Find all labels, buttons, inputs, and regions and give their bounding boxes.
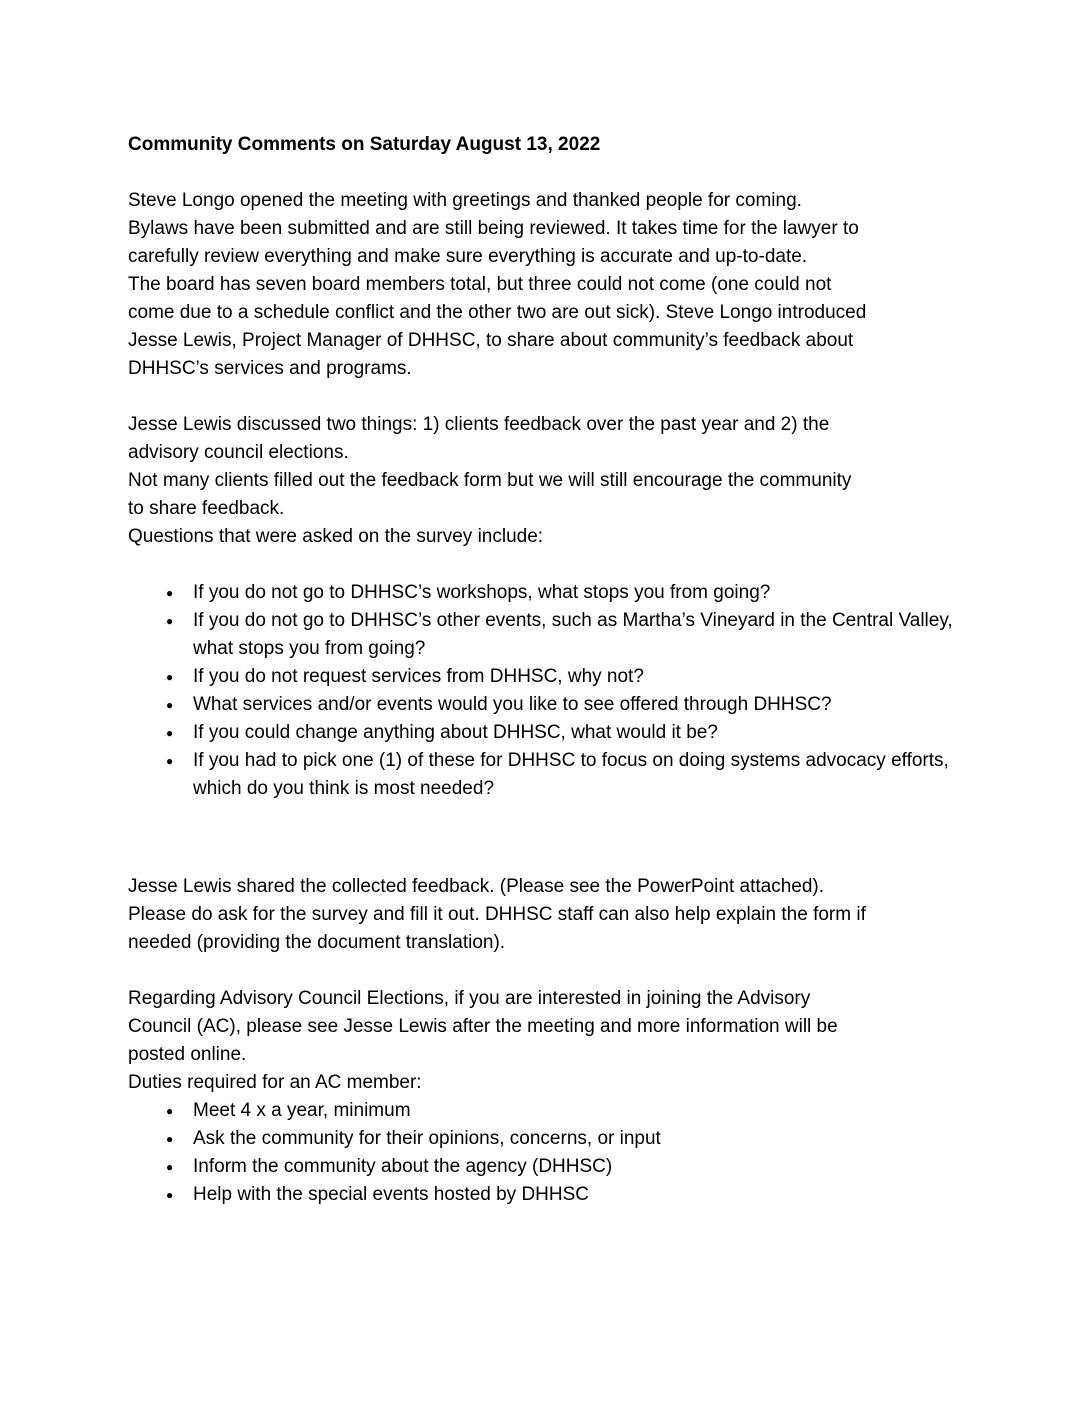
list-item-text: Ask the community for their opinions, concerns, or input [193,1128,661,1149]
paragraph-collected-feedback [128,873,960,957]
paragraph-line: Steve Longo opened the meeting with greetings and thanked people for coming. [128,190,802,211]
bullet-icon: ● [166,1188,174,1202]
paragraph-line: Bylaws have been submitted and are still being reviewed. It takes time for the lawyer to [128,218,859,239]
bullet-icon: ● [166,1132,174,1146]
list-item [128,607,960,663]
bullet-icon: ● [166,698,174,712]
list-item-text: If you do not go to DHHSC’s other events, such as Martha’s Vineyard in the Central Valley, what stops you from going? [193,610,953,659]
list-item [128,691,960,719]
list-item [128,1181,960,1209]
paragraph-line: Not many clients filled out the feedback form but we will still encourage the community [128,470,852,491]
list-item-text: If you could change anything about DHHSC, what would it be? [193,722,718,743]
document-title: Community Comments on Saturday August 13, 2022 [128,134,601,155]
paragraph-feedback-intro [128,411,960,551]
paragraph-line: Duties required for an AC member: [128,1072,422,1093]
bullet-icon: ● [166,754,174,768]
paragraph-line: carefully review everything and make sure everything is accurate and up-to-date. [128,246,808,267]
paragraph-line: Questions that were asked on the survey include: [128,526,544,547]
paragraph-line: Jesse Lewis discussed two things: 1) clients feedback over the past year and 2) the [128,414,830,435]
bullet-icon: ● [166,1160,174,1174]
paragraph-line: posted online. [128,1044,247,1065]
paragraph-line: advisory council elections. [128,442,349,463]
bullet-icon: ● [166,1104,174,1118]
list-item-text: If you do not go to DHHSC’s workshops, what stops you from going? [193,582,771,603]
ac-duties-list [128,1097,960,1209]
bullet-icon: ● [166,670,174,684]
paragraph-line: DHHSC’s services and programs. [128,358,412,379]
paragraph-opening [128,187,960,383]
bullet-icon: ● [166,726,174,740]
paragraph-line: Regarding Advisory Council Elections, if you are interested in joining the Advisory [128,988,811,1009]
paragraph-line: to share feedback. [128,498,285,519]
list-item [128,663,960,691]
paragraph-line: Please do ask for the survey and fill it out. DHHSC staff can also help explain the form if [128,904,866,925]
list-item [128,1125,960,1153]
list-item-text: Help with the special events hosted by DHHSC [193,1184,590,1205]
list-item-text: Inform the community about the agency (DHHSC) [193,1156,613,1177]
paragraph-line: Jesse Lewis shared the collected feedback. (Please see the PowerPoint attached). [128,876,825,897]
bullet-icon: ● [166,614,174,628]
list-item [128,1153,960,1181]
paragraph-line: needed (providing the document translation). [128,932,506,953]
list-item [128,719,960,747]
list-item [128,579,960,607]
list-item-text: If you had to pick one (1) of these for DHHSC to focus on doing systems advocacy efforts, which do you think is most needed? [193,750,949,799]
list-item [128,747,960,803]
paragraph-advisory-council [128,985,960,1097]
list-item-text: What services and/or events would you like to see offered through DHHSC? [193,694,832,715]
bullet-icon: ● [166,586,174,600]
paragraph-line: Council (AC), please see Jesse Lewis after the meeting and more information will be [128,1016,838,1037]
paragraph-line: come due to a schedule conflict and the other two are out sick). Steve Longo introduced [128,302,867,323]
paragraph-line: Jesse Lewis, Project Manager of DHHSC, to share about community’s feedback about [128,330,854,351]
paragraph-line: The board has seven board members total, but three could not come (one could not [128,274,832,295]
list-item-text: Meet 4 x a year, minimum [193,1100,411,1121]
list-item-text: If you do not request services from DHHSC, why not? [193,666,644,687]
list-item [128,1097,960,1125]
survey-questions-list [128,579,960,803]
